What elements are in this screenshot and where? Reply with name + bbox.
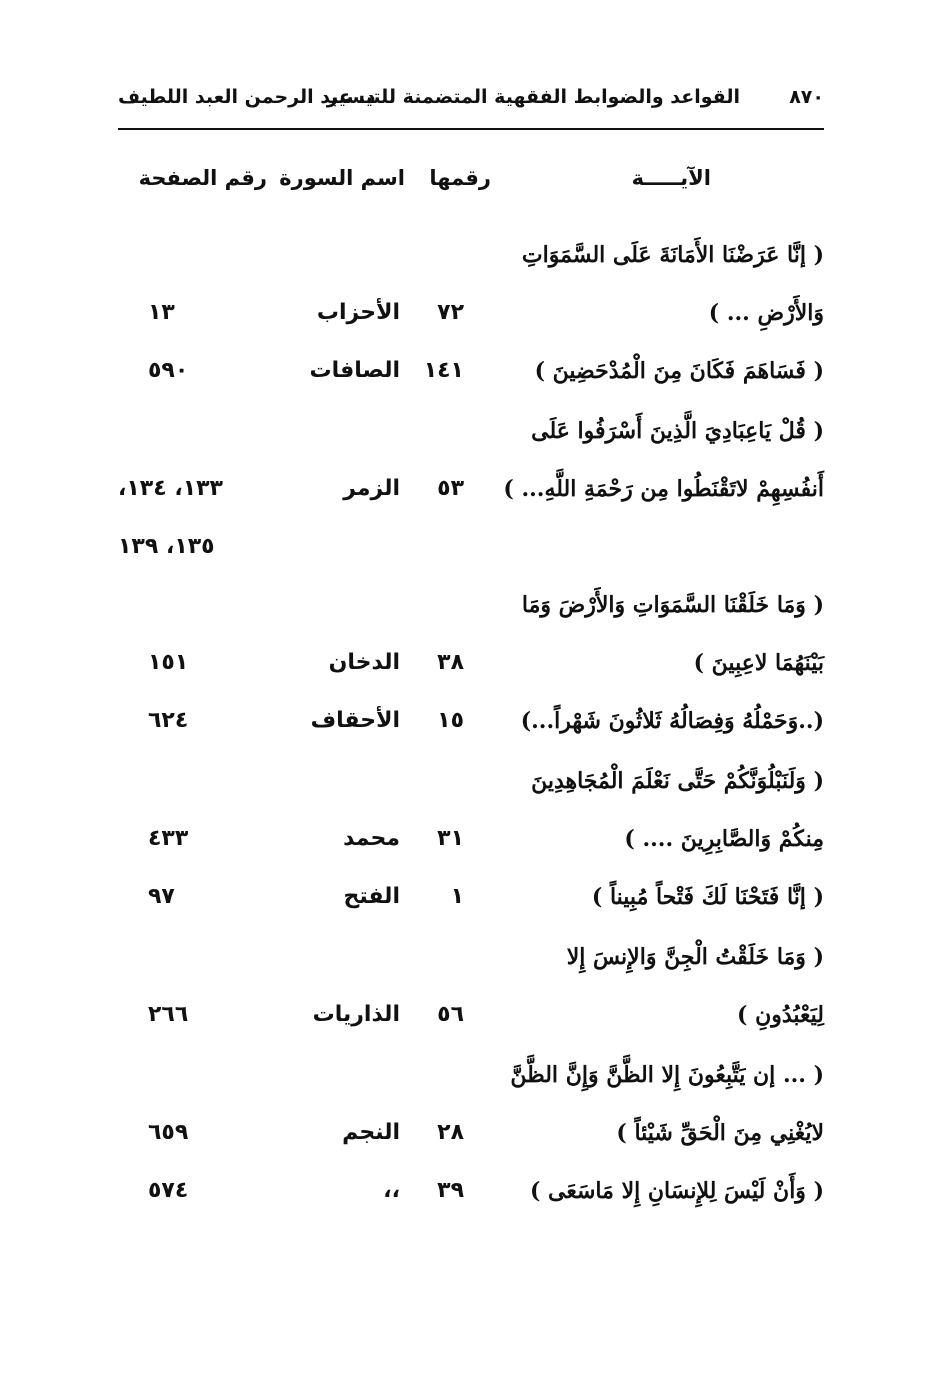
ayah-number: ٣١ (437, 826, 464, 851)
table-row (118, 884, 824, 942)
page-reference: ١٣ (148, 300, 175, 325)
ayah-text: ( وَمَا خَلَقْتُ الْجِنَّ وَالإِنسَ إِلا (566, 944, 824, 970)
ayah-text: ( إنَّا فَتَحْنَا لَكَ فَتْحاً مُبِيناً ) (591, 884, 824, 910)
ayah-text: ( إنَّا عَرَضْنَا الأَمَانَةَ عَلَى السَّمَوَاتِ (521, 242, 824, 268)
author-name: د. عبد الرحمن العبد اللطيف (118, 86, 376, 108)
ayah-text: ( وَمَا خَلَقْنَا السَّمَوَاتِ وَالأَرْضَ وَمَا (521, 592, 824, 618)
ayah-number: ١ (450, 884, 464, 909)
page-reference: ١٣٣، ١٣٤، (118, 476, 223, 501)
surah-name: الزمر (343, 476, 400, 501)
ayah-number: ٥٦ (437, 1002, 464, 1027)
table-row (118, 300, 824, 358)
ayah-text: ( قُلْ يَاعِبَادِيَ الَّذِينَ أَسْرَفُوا عَلَى (531, 418, 824, 444)
ayah-text: لايُغْنِي مِنَ الْحَقِّ شَيْئاً ) (616, 1120, 824, 1146)
ayah-text: ( ... إن يَتَّبِعُونَ إِلا الظَّنَّ وَإِنَّ الظَّنَّ (510, 1062, 824, 1088)
ayah-text: (..وَحَمْلُهُ وَفِصَالُهُ ثَلاثُونَ شَهْراً...) (520, 708, 824, 734)
table-row (118, 534, 824, 592)
table-row (118, 1178, 824, 1236)
ayah-number: ٧٢ (437, 300, 464, 325)
page-reference: ١٣٥، ١٣٩ (118, 534, 215, 559)
table-row (118, 944, 824, 1002)
ayah-text: ( وَلَنَبْلُوَنَّكُمْ حَتَّى نَعْلَمَ الْمُجَاهِدِينَ (531, 768, 824, 794)
column-heading-surah: اسم السورة (279, 166, 405, 190)
ayah-text: ( فَسَاهَمَ فَكَانَ مِنَ الْمُدْحَضِينَ ) (534, 358, 824, 384)
ayah-number: ٣٩ (437, 1178, 464, 1203)
page-reference: ٦٢٤ (148, 708, 189, 733)
table-row (118, 826, 824, 884)
surah-name: الفتح (343, 884, 400, 909)
ayah-number: ١٤١ (423, 358, 464, 383)
table-row (118, 476, 824, 534)
table-row (118, 1062, 824, 1120)
surah-name: الذاريات (312, 1002, 400, 1027)
ayah-text: لِيَعْبُدُونِ ) (737, 1002, 824, 1028)
surah-name: الأحقاف (310, 708, 400, 733)
table-row (118, 358, 824, 416)
ayah-number: ٢٨ (437, 1120, 464, 1145)
table-row (118, 768, 824, 826)
table-row (118, 1002, 824, 1060)
surah-name: ،، (383, 1178, 400, 1203)
table-row (118, 592, 824, 650)
page-reference: ٩٧ (148, 884, 175, 909)
page-number: ٨٧٠ (789, 86, 824, 108)
table-row (118, 708, 824, 766)
page-reference: ١٥١ (148, 650, 189, 675)
page-reference: ٦٥٩ (148, 1120, 189, 1145)
ayah-text: مِنكُمْ وَالصَّابِرِينَ .... ) (624, 826, 824, 852)
table-row (118, 418, 824, 476)
header-rule (118, 128, 824, 130)
ayah-text: وَالأَرْضِ ... ) (708, 300, 824, 326)
table-row (118, 242, 824, 300)
ayah-number: ٥٣ (437, 476, 464, 501)
ayah-number: ١٥ (437, 708, 464, 733)
page-reference: ٥٧٤ (148, 1178, 189, 1203)
table-row (118, 1120, 824, 1178)
ayah-text: بَيْنَهُمَا لاعِبِينَ ) (693, 650, 824, 676)
running-header (118, 82, 824, 118)
ayah-text: أَنفُسِهِمْ لاتَقْنَطُوا مِن رَحْمَةِ اللَّهِ... ) (503, 476, 824, 502)
table-row (118, 650, 824, 708)
ayah-text: ( وَأَنْ لَيْسَ لِلإِنسَانِ إِلا مَاسَعَى ) (529, 1178, 824, 1204)
page-reference: ٢٦٦ (148, 1002, 189, 1027)
surah-name: النجم (342, 1120, 400, 1145)
ayah-number: ٣٨ (437, 650, 464, 675)
surah-name: الصافات (309, 358, 400, 383)
page-reference: ٤٣٣ (148, 826, 189, 851)
book-title: القواعد والضوابط الفقهية المتضمنة للتيسير (326, 86, 740, 108)
surah-name: الأحزاب (316, 300, 400, 325)
column-heading-number: رقمها (429, 166, 491, 190)
surah-name: الدخان (328, 650, 400, 675)
page-reference: ٥٩٠ (148, 358, 189, 383)
surah-name: محمد (343, 826, 400, 851)
column-heading-ayah: الآيـــــة (631, 166, 711, 190)
column-heading-page: رقم الصفحة (138, 166, 267, 190)
